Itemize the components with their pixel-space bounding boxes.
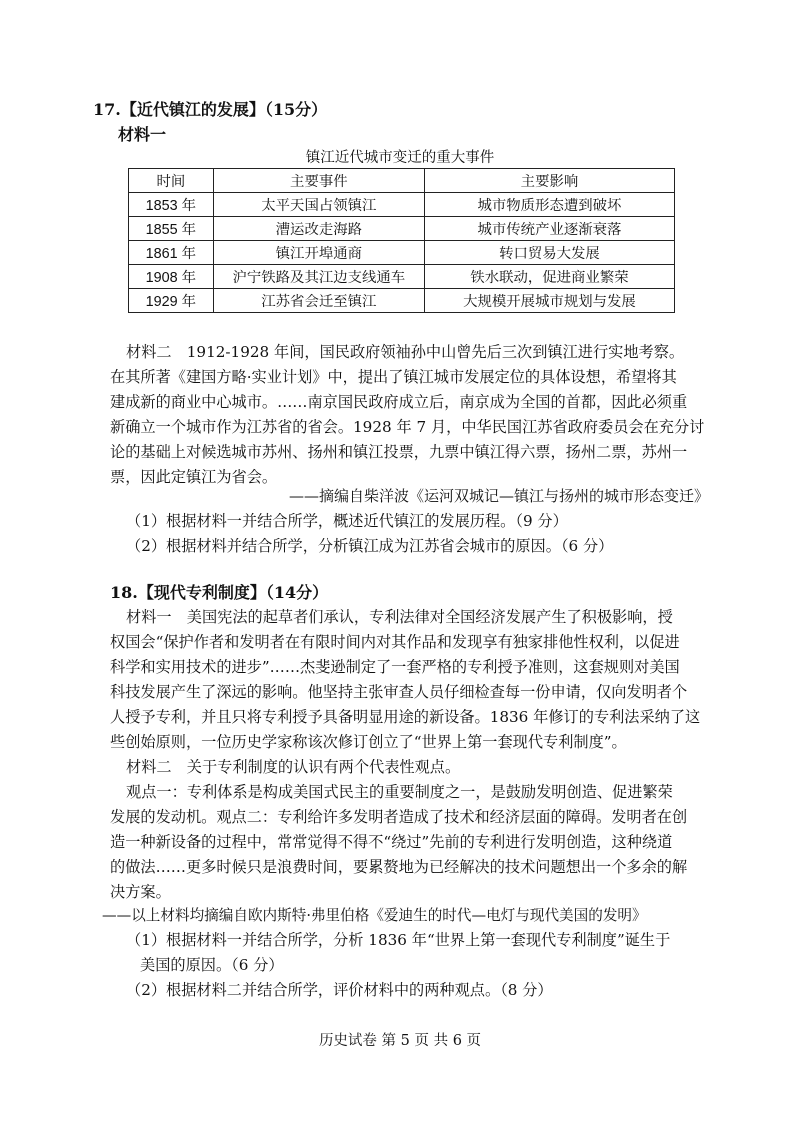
table-row <box>129 265 675 289</box>
q18-material1-line: 人授予专利，并且只将专利授予具备明显用途的新设备。1836 年修订的专利法采纳了这 <box>110 708 701 726</box>
table-cell-year: 1929 年 <box>129 289 214 313</box>
q18-viewpoint-line: 决方案。 <box>110 883 171 901</box>
table-cell-impact: 大规模开展城市规划与发展 <box>424 289 674 313</box>
q18-viewpoint-line: 发展的发动机。观点二：专利给许多发明者造成了技术和经济层面的障碍。发明者在创 <box>110 808 688 826</box>
table-cell-impact: 转口贸易大发展 <box>424 241 674 265</box>
q18-material1-line: 科技发展产生了深远的影响。他坚持主张审查人员仔细检查每一份申请，仅向发明者个 <box>110 683 688 701</box>
table-cell-impact: 城市物质形态遭到破坏 <box>424 193 674 217</box>
table-cell-year: 1908 年 <box>129 265 214 289</box>
page-footer: 历史试卷 第 5 页 共 6 页 <box>318 1033 482 1049</box>
table-row <box>129 241 675 265</box>
q18-material1-line: 材料一 美国宪法的起草者们承认，专利法律对全国经济发展产生了积极影响，授 <box>126 608 673 626</box>
q17-material2-line: 在其所著《建国方略·实业计划》中，提出了镇江城市发展定位的具体设想，希望将其 <box>110 368 677 386</box>
q18-material1-line: 些创始原则，一位历史学家称该次修订创立了“世界上第一套现代专利制度”。 <box>110 733 627 751</box>
table-row <box>129 193 675 217</box>
table-cell-event: 沪宁铁路及其江边支线通车 <box>213 265 424 289</box>
q18-question: （2）根据材料二并结合所学，评价材料中的两种观点。（8 分） <box>126 981 553 999</box>
q18-question-cont: 美国的原因。（6 分） <box>140 956 284 974</box>
q17-title: 17.【近代镇江的发展】（15分） <box>93 100 328 119</box>
table-cell-event: 江苏省会迁至镇江 <box>213 289 424 313</box>
q17-question: （1）根据材料一并结合所学，概述近代镇江的发展历程。（9 分） <box>126 512 568 530</box>
q17-question: （2）根据材料并结合所学，分析镇江成为江苏省会城市的原因。（6 分） <box>126 537 614 555</box>
table-cell-impact: 城市传统产业逐渐衰落 <box>424 217 674 241</box>
q17-material1-label: 材料一 <box>118 125 167 144</box>
q18-material2-line: 材料二 关于专利制度的认识有两个代表性观点。 <box>126 758 461 776</box>
q18-title: 18.【现代专利制度】（14分） <box>110 583 329 602</box>
q17-material2-line: 票，因此定镇江为省会。 <box>110 468 278 486</box>
table-cell-impact: 铁水联动，促进商业繁荣 <box>424 265 674 289</box>
table-cell-year: 1861 年 <box>129 241 214 265</box>
q17-material2-line: 新确立一个城市作为江苏省的省会。1928 年 7 月，中华民国江苏省政府委员会在充分讨 <box>110 418 705 436</box>
table-cell-event: 镇江开埠通商 <box>213 241 424 265</box>
q18-material1-line: 权国会“保护作者和发明者在有限时间内对其作品和发现享有独家排他性权利，以促进 <box>110 633 680 651</box>
q18-source: ——以上材料均摘编自欧内斯特·弗里伯格《爱迪生的时代—电灯与现代美国的发明》 <box>102 907 647 924</box>
table-caption: 镇江近代城市变迁的重大事件 <box>305 150 495 166</box>
table-cell-event: 漕运改走海路 <box>213 217 424 241</box>
q18-material1-line: 科学和实用技术的进步”……杰斐逊制定了一套严格的专利授予准则，这套规则对美国 <box>110 658 680 676</box>
table-row <box>129 217 675 241</box>
table-cell-event: 太平天国占领镇江 <box>213 193 424 217</box>
table-header: 主要影响 <box>424 169 674 193</box>
q17-source: ——摘编自柴洋波《运河双城记—镇江与扬州的城市形态变迁》 <box>288 487 709 505</box>
q17-material2-line: 材料二 1912-1928 年间，国民政府领袖孙中山曾先后三次到镇江进行实地考察。 <box>126 343 685 361</box>
q18-viewpoint-line: 观点一：专利体系是构成美国式民主的重要制度之一，是鼓励发明创造、促进繁荣 <box>126 783 673 801</box>
table-cell-year: 1853 年 <box>129 193 214 217</box>
q18-question: （1）根据材料一并结合所学，分析 1836 年“世界上第一套现代专利制度”诞生于 <box>126 931 671 949</box>
q17-material2-line: 论的基础上对候选城市苏州、扬州和镇江投票，九票中镇江得六票，扬州二票，苏州一 <box>110 443 688 461</box>
table-header-row <box>129 169 675 193</box>
table-row <box>129 289 675 313</box>
q17-material2-line: 建成新的商业中心城市。……南京国民政府成立后，南京成为全国的首都，因此必须重 <box>110 393 688 411</box>
table-cell-year: 1855 年 <box>129 217 214 241</box>
table-header: 时间 <box>129 169 214 193</box>
events-table <box>128 168 675 313</box>
q18-viewpoint-line: 的做法……更多时候只是浪费时间，要累赘地为已经解决的技术问题想出一个多余的解 <box>110 858 688 876</box>
table-header: 主要事件 <box>213 169 424 193</box>
q18-viewpoint-line: 造一种新设备的过程中，常常觉得不得不“绕过”先前的专利进行发明创造，这种绕道 <box>110 833 673 851</box>
